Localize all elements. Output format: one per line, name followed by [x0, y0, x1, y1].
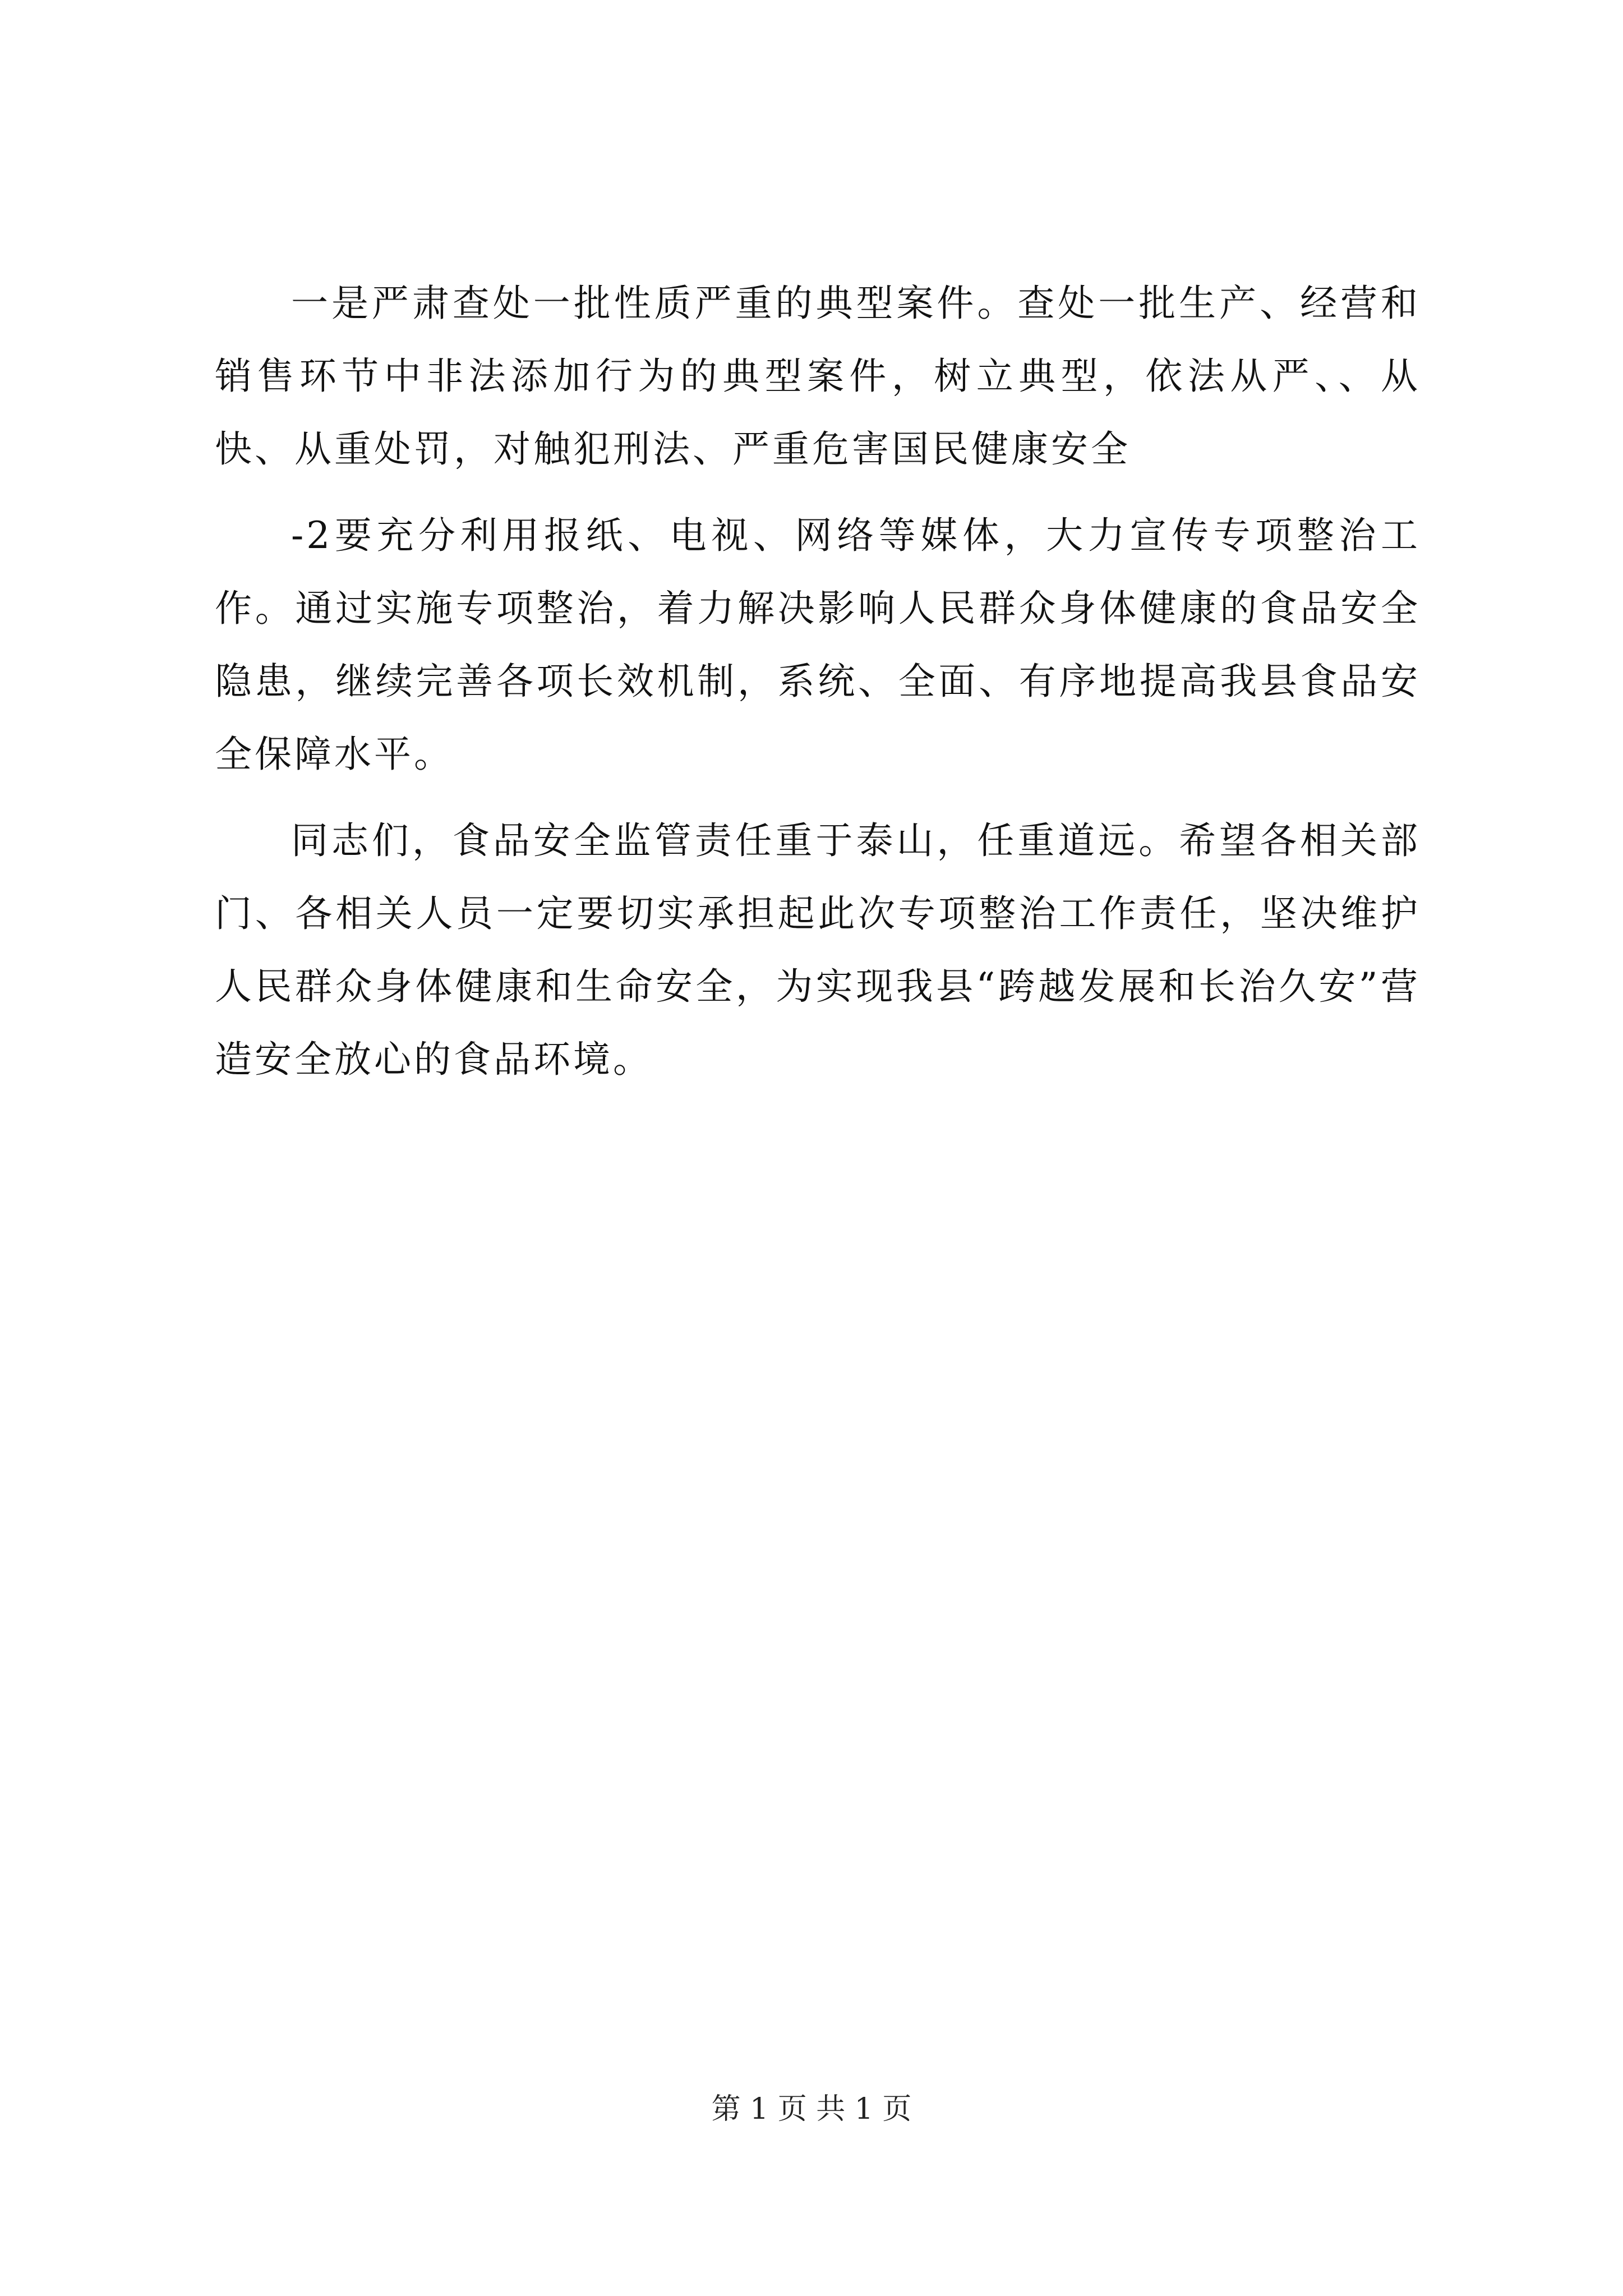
paragraph-2: -2要充分利用报纸、电视、网络等媒体，大力宣传专项整治工作。通过实施专项整治，着力解决影响人民群众身体健康的食品安全隐患，继续完善各项长效机制，系统、全面、有序地提高我县食品安全保障水平。 — [215, 514, 1421, 776]
page-number-footer: 第 1 页 共 1 页 — [711, 2092, 912, 2126]
paragraph-3: 同志们，食品安全监管责任重于泰山，任重道远。希望各相关部门、各相关人员一定要切实承担起此次专项整治工作责任，坚决维护人民群众身体健康和生命安全，为实现我县“跨越发展和长治久安”营造安全放心的食品环境。 — [215, 819, 1421, 1081]
document-body — [215, 267, 1421, 1096]
paragraph-1: 一是严肃查处一批性质严重的典型案件。查处一批生产、经营和销售环节中非法添加行为的典型案件，树立典型，依法从严、、从快、从重处罚，对触犯刑法、严重危害国民健康安全 — [215, 282, 1421, 471]
